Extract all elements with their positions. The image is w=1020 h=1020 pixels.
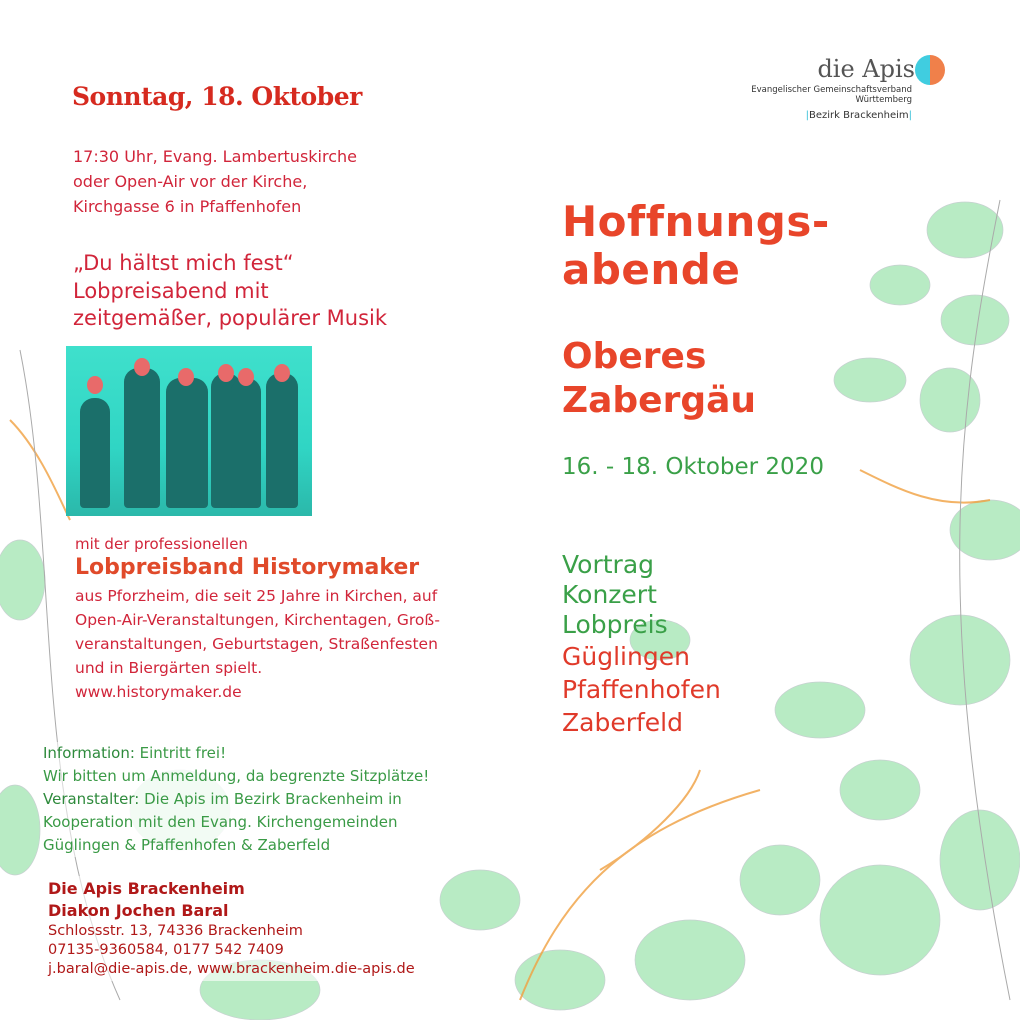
place-item: Güglingen: [562, 642, 690, 671]
title-line: abende: [562, 245, 741, 294]
contact-phone: 07135-9360584, 0177 542 7409: [48, 942, 284, 958]
main-title: [562, 198, 830, 294]
program-list: [562, 550, 721, 739]
region-title: [562, 335, 756, 423]
die-apis-logo: [725, 55, 950, 121]
cross-logo-icon: [915, 55, 945, 85]
band-desc-line: Open-Air-Veranstaltungen, Kirchentagen, Groß-: [75, 611, 440, 629]
district-text: Bezirk Brackenheim: [808, 110, 909, 121]
logo-org: Evangelischer Gemeinschaftsverband Württemberg: [751, 85, 912, 105]
band-name: Lobpreisband Historymaker: [75, 555, 420, 580]
info-block: [43, 742, 429, 857]
region-line: Oberes: [562, 336, 707, 377]
contact-block: [46, 876, 417, 981]
contact-org: Die Apis Brackenheim: [48, 879, 245, 898]
info-text: Eintritt frei!: [134, 744, 227, 762]
place-item: Zaberfeld: [562, 708, 683, 737]
band-desc-line: veranstaltungen, Geburtstagen, Straßenfesten: [75, 635, 438, 653]
band-info: [75, 535, 440, 704]
location-line: 17:30 Uhr, Evang. Lambertuskirche: [73, 147, 357, 166]
logo-district: |Bezirk Brackenheim|: [805, 110, 912, 121]
quote-line: „Du hältst mich fest“: [73, 251, 294, 275]
contact-address: Schlossstr. 13, 74336 Brackenheim: [48, 923, 303, 939]
band-desc-line: und in Biergärten spielt.: [75, 659, 263, 677]
registration-note: Wir bitten um Anmeldung, da begrenzte Sitzplätze!: [43, 767, 430, 785]
program-item: Lobpreis: [562, 610, 668, 639]
program-item: Konzert: [562, 580, 657, 609]
program-item: Vortrag: [562, 550, 655, 579]
logo-name: die Apis: [817, 55, 915, 83]
band-desc-line: aus Pforzheim, die seit 25 Jahre in Kirchen, auf: [75, 587, 438, 605]
info-label: Information:: [43, 744, 135, 762]
event-date-heading: Sonntag, 18. Oktober: [72, 82, 362, 111]
event-quote: [73, 250, 387, 333]
quote-line: Lobpreisabend mit: [73, 278, 269, 303]
region-line: Zabergäu: [562, 380, 757, 421]
event-dates: 16. - 18. Oktober 2020: [562, 454, 824, 480]
organizer-line: Güglingen & Pfaffenhofen & Zaberfeld: [43, 836, 331, 854]
place-item: Pfaffenhofen: [562, 675, 721, 704]
organizer-text: Die Apis im Bezirk Brackenheim in: [139, 790, 402, 808]
title-line: Hoffnungs-: [562, 197, 830, 246]
band-pre: mit der professionellen: [75, 535, 248, 553]
organizer-label: Veranstalter:: [43, 790, 140, 808]
quote-line: zeitgemäßer, populärer Musik: [73, 306, 388, 330]
contact-email-web[interactable]: j.baral@die-apis.de, www.brackenheim.die-apis.de: [48, 961, 415, 977]
band-photo: [66, 346, 312, 516]
location-line: Kirchgasse 6 in Pfaffenhofen: [73, 197, 302, 216]
band-website-link[interactable]: www.historymaker.de: [75, 683, 242, 701]
organizer-line: Kooperation mit den Evang. Kirchengemeinden: [43, 813, 398, 831]
location-line: oder Open-Air vor der Kirche,: [73, 172, 308, 191]
event-location: [73, 144, 357, 219]
contact-person: Diakon Jochen Baral: [48, 901, 229, 920]
